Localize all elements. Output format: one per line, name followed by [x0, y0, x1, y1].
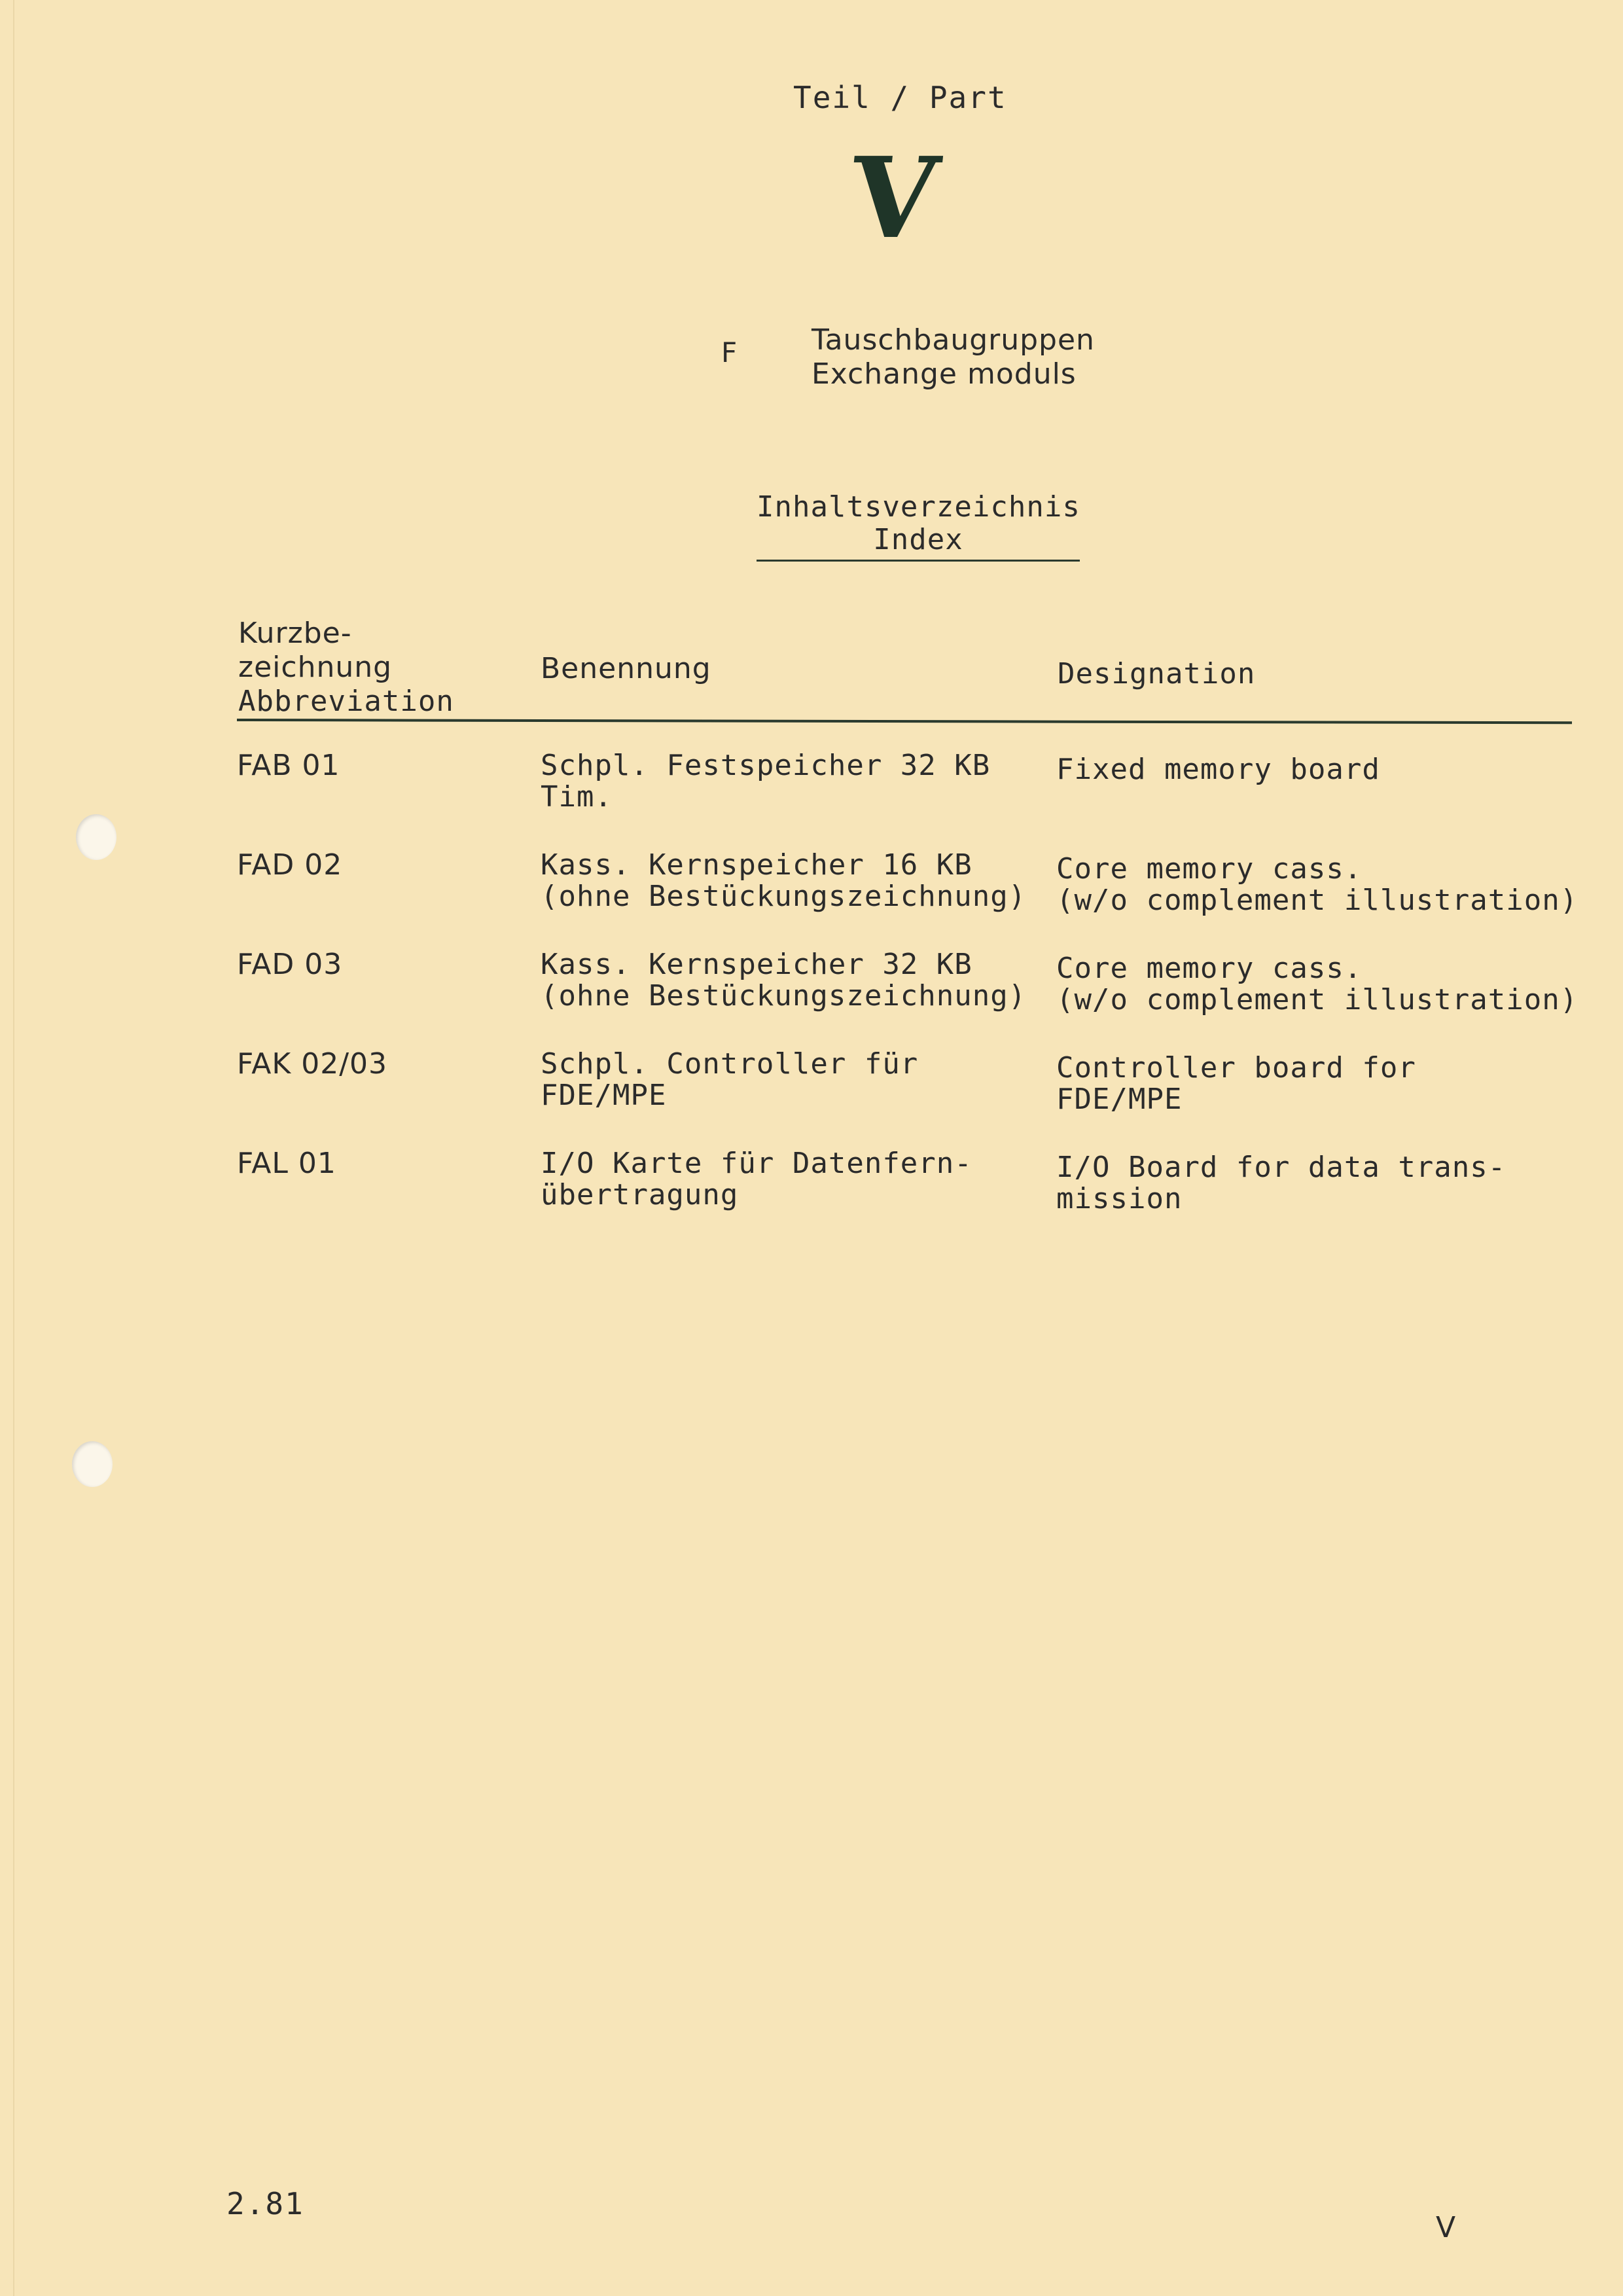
row-name-line: I/O Karte für Datenfern-	[541, 1147, 972, 1180]
row-name-line: FDE/MPE	[541, 1079, 667, 1112]
column-header-name: Benennung	[541, 652, 711, 685]
row-abbreviation: FAD 03	[237, 948, 343, 981]
index-heading	[757, 491, 1080, 556]
row-name	[541, 949, 1026, 1012]
row-designation-line: Controller board for	[1056, 1051, 1416, 1085]
row-designation	[1056, 1052, 1416, 1115]
row-name	[541, 1049, 918, 1111]
row-designation-line: Core memory cass.	[1056, 852, 1363, 886]
footer-part: V	[1436, 2211, 1456, 2244]
section-letter: F	[721, 336, 738, 368]
row-designation	[1056, 953, 1578, 1016]
row-designation-line: (w/o complement illustration)	[1056, 983, 1578, 1016]
index-underline	[757, 560, 1080, 562]
index-title-en: Index	[873, 523, 963, 556]
row-designation-line: FDE/MPE	[1056, 1083, 1183, 1116]
abbr-header-line-2: zeichnung	[238, 651, 393, 684]
abbr-header-line-3: Abbreviation	[238, 685, 454, 718]
footer-date: 2.81	[226, 2186, 304, 2221]
row-designation	[1056, 853, 1578, 916]
row-abbreviation: FAL 01	[237, 1147, 336, 1180]
index-title-de: Inhaltsverzeichnis	[757, 490, 1080, 524]
row-designation-line: mission	[1056, 1182, 1183, 1215]
row-name	[541, 750, 990, 813]
abbr-header-line-1: Kurzbe-	[238, 617, 352, 650]
section-title-en: Exchange moduls	[812, 357, 1077, 391]
row-designation	[1056, 754, 1380, 785]
row-designation-line: I/O Board for data trans-	[1056, 1151, 1507, 1184]
row-name-line: Schpl. Controller für	[541, 1047, 919, 1081]
part-label: Teil / Part	[793, 80, 1007, 115]
row-name-line: (ohne Bestückungszeichnung)	[541, 979, 1027, 1013]
column-header-designation: Designation	[1058, 657, 1256, 691]
punch-hole	[72, 1441, 113, 1487]
table-header-rule	[237, 719, 1572, 724]
row-name-line: übertragung	[541, 1178, 739, 1211]
part-numeral: V	[844, 133, 944, 264]
row-name-line: Schpl. Festspeicher 32 KB	[541, 749, 991, 782]
row-abbreviation: FAB 01	[237, 749, 340, 782]
section-title	[812, 323, 1095, 391]
punch-hole	[76, 814, 116, 860]
row-name	[541, 1148, 972, 1211]
row-designation-line: Fixed memory board	[1056, 753, 1380, 786]
row-name-line: Kass. Kernspeicher 32 KB	[541, 948, 972, 981]
row-abbreviation: FAK 02/03	[237, 1047, 388, 1081]
row-designation-line: (w/o complement illustration)	[1056, 884, 1578, 917]
row-name-line: (ohne Bestückungszeichnung)	[541, 880, 1027, 913]
row-designation	[1056, 1152, 1506, 1215]
row-abbreviation: FAD 02	[237, 848, 343, 882]
section-title-de: Tauschbaugruppen	[812, 323, 1095, 357]
row-designation-line: Core memory cass.	[1056, 952, 1363, 985]
row-name-line: Tim.	[541, 780, 613, 814]
row-name	[541, 850, 1026, 912]
column-header-abbreviation	[238, 617, 454, 719]
row-name-line: Kass. Kernspeicher 16 KB	[541, 848, 972, 882]
page-edge	[13, 0, 14, 2296]
